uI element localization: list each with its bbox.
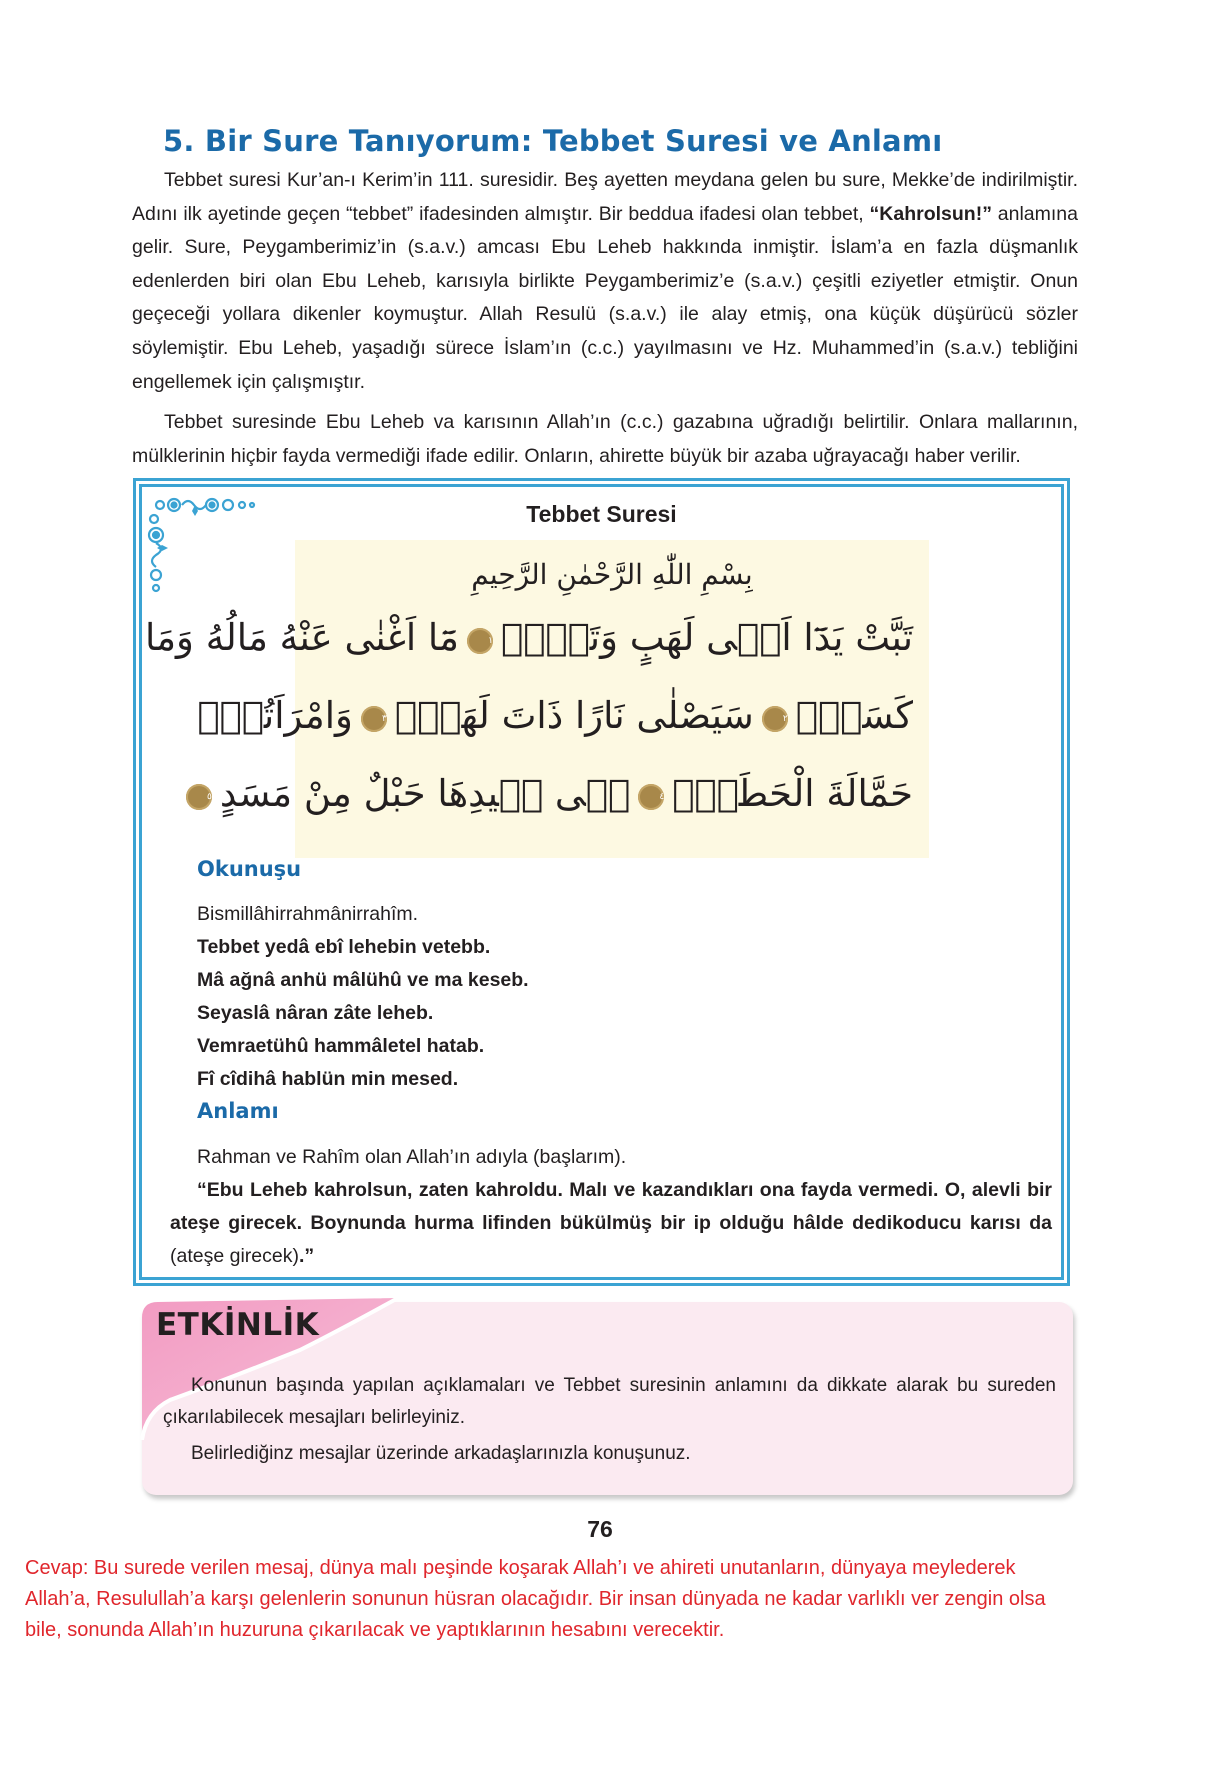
ayah-number-marker: ٣ xyxy=(361,706,387,732)
arabic-text-panel xyxy=(144,540,929,858)
page-number: 76 xyxy=(587,1516,613,1542)
okunus-heading: Okunuşu xyxy=(197,857,302,881)
ayah-number-marker: ٢ xyxy=(762,706,788,732)
intro-paragraph: Tebbet suresi Kur’an-ı Kerim’in 111. suresidir. Beş ayetten meydana gelen bu sure, Mekke’de indirilmiştir. Adını ilk ayetinde geçen “tebbet” ifadesinden almıştır. Bir beddua ifadesi olan tebbet, “Kahrolsun!” anlamına gelir. Sure, Peygamberimiz’in (s.a.v.) amcası Ebu Leheb hakkında inmiştir. İslam’a en fazla düşmanlık edenlerden biri olan Ebu Leheb, karısıyla birlikte Peygamberimiz’e (s.a.v.) çeşitli eziyetler etmiştir. Onun geçeceği yollara dikenler koymuştur. Allah Resulü (s.a.v.) ile alay etmiş, ona küçük düşürücü sözler söylemiştir. Ebu Leheb, yaşadığı sürece İslam’ın (c.c.) yayılmasını ve Hz. Muhammed’in (s.a.v.) tebliğini engellemek için çalışmıştır. xyxy=(132,169,1079,393)
bismillah: بِسْمِ اللّٰهِ الرَّحْمٰنِ الرَّحِيمِ xyxy=(471,558,753,591)
okunus-list xyxy=(197,898,529,1096)
section-title: 5. Bir Sure Tanıyorum: Tebbet Suresi ve Anlamı xyxy=(163,124,943,158)
intro-paragraph: Tebbet suresinde Ebu Leheb va karısının Allah’ın (c.c.) gazabına uğradığı belirtilir. Onlara mallarının, mülklerinin hiçbir fayda vermediği ifade edilir. Onların, ahirette büyük bir azaba uğrayacağı haber verilir. xyxy=(132,411,1078,467)
anlam-line: Rahman ve Rahîm olan Allah’ın adıyla (başlarım). xyxy=(197,1146,627,1168)
okunus-line: Bismillâhirrahmânirrahîm. xyxy=(197,903,419,925)
anlam-heading: Anlamı xyxy=(197,1099,279,1123)
arabic-line: كَسَبَۜ٢سَيَصْلٰى نَارًا ذَاتَ لَهَبٍۚ٣وَامْرَاَتُهُۜ xyxy=(197,694,913,737)
etkinlik-box xyxy=(130,1290,1073,1495)
etkinlik-text xyxy=(163,1370,1056,1470)
sure-title: Tebbet Suresi xyxy=(526,501,677,527)
okunus-line: Fî cîdihâ hablün min mesed. xyxy=(197,1068,459,1090)
okunus-line: Vemraetühû hammâletel hatab. xyxy=(197,1035,485,1057)
okunus-line: Seyaslâ nâran zâte leheb. xyxy=(197,1002,434,1024)
arabic-line: حَمَّالَةَ الْحَطَبِۚ٤فٖى جٖيدِهَا حَبْلٌ مِنْ مَسَدٍ٥ xyxy=(295,755,929,833)
etkinlik-paragraph: Belirlediğinz mesajlar üzerinde arkadaşlarınızla konuşunuz. xyxy=(191,1443,691,1464)
okunus-line: Mâ ağnâ anhü mâlühû ve ma keseb. xyxy=(197,969,529,991)
sure-frame xyxy=(133,478,1070,1286)
anlam-text xyxy=(170,1141,1052,1273)
ayah-number-marker: ٥ xyxy=(186,784,212,810)
ayah-number-marker: ٤ xyxy=(638,784,664,810)
okunus-line: Tebbet yedâ ebî lehebin vetebb. xyxy=(197,936,491,958)
ayah-number-marker: ١ xyxy=(467,628,493,654)
arabic-line: تَبَّتْ يَدَٓا اَبٖى لَهَبٍ وَتَبَّۜ١مَٓا اَغْنٰى عَنْهُ مَالُهُ وَمَا xyxy=(144,616,913,659)
answer-text: Cevap: Bu surede verilen mesaj, dünya malı peşinde koşarak Allah’ı ve ahireti unutanların, dünyaya meylederek Allah’a, Resulullah’a karşı gelenlerin sonunun hüsran olacağıdır. Bir insan dünyada ne kadar varlıklı ver zengin olsa bile, sonunda Allah’ın huzuruna çıkarılacak ve yaptıklarının hesabını verecektir. xyxy=(25,1557,1046,1641)
etkinlik-title: ETKİNLİK xyxy=(156,1307,320,1343)
etkinlik-paragraph: Konunun başında yapılan açıklamaları ve Tebbet suresinin anlamını da dikkate alarak bu sureden çıkarılabilecek mesajları belirleyiniz. xyxy=(163,1375,1056,1428)
intro-text xyxy=(132,164,1078,473)
anlam-quote: “Ebu Leheb kahrolsun, zaten kahroldu. Malı ve kazandıkları ona fayda vermedi. O, alevli bir ateşe girecek. Boynunda hurma lifinden bükülmüş bir ip olduğu hâlde dedikoducu karısı da (ateşe girecek).” xyxy=(170,1179,1052,1267)
